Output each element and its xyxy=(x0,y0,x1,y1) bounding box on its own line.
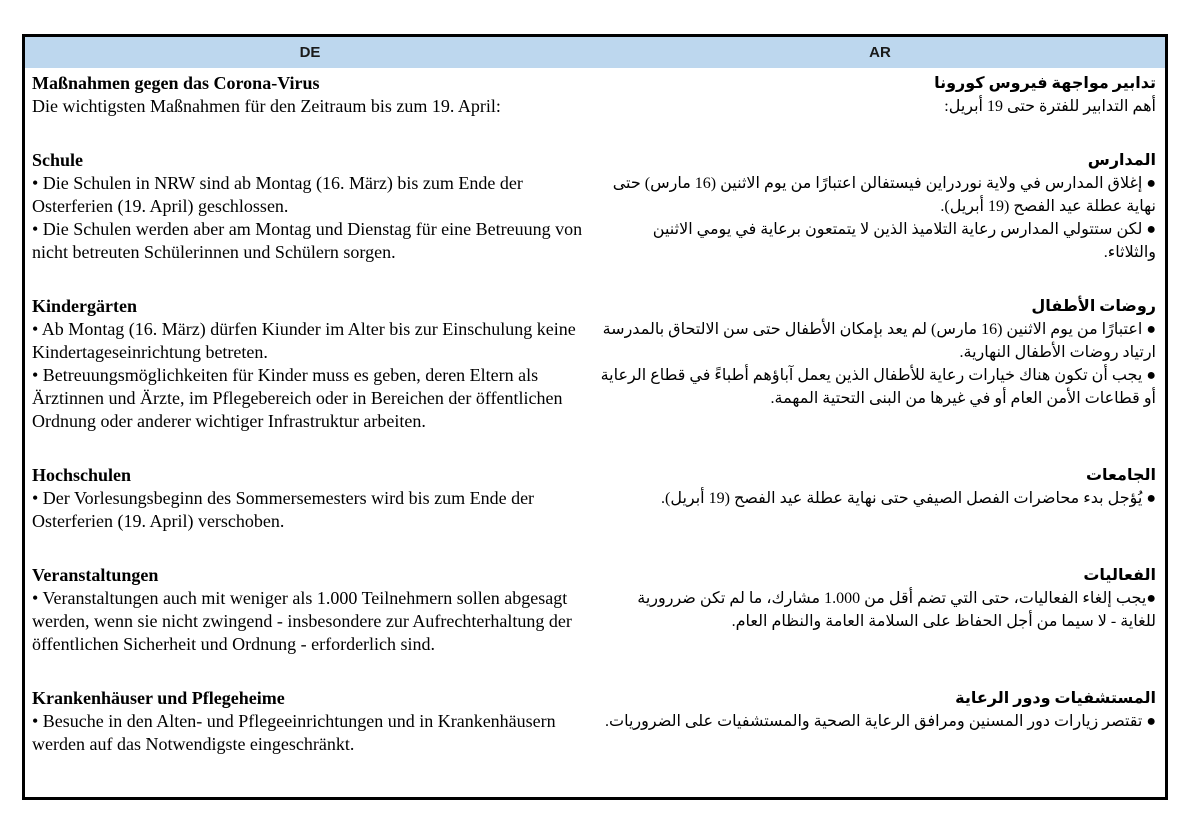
intro-de-cell xyxy=(25,72,595,118)
schools-ar-bullet: ● إغلاق المدارس في ولاية نوردراين فيستفالن اعتبارًا من يوم الاثنين (16 مارس) حتى نهاية عطلة عيد الفصح (19 أبريل). xyxy=(612,175,1156,215)
section-events xyxy=(25,564,1165,656)
intro-ar-title: تدابير مواجهة فيروس كورونا xyxy=(934,75,1156,92)
schools-de-bullet: • Die Schulen in NRW sind ab Montag (16. März) bis zum Ende der Osterferien (19. April) geschlossen. xyxy=(32,173,523,216)
section-universities xyxy=(25,464,1165,533)
schools-ar-title: المدارس xyxy=(1087,152,1156,169)
universities-de-bullet: • Der Vorlesungsbeginn des Sommersemesters wird bis zum Ende der Osterferien (19. April) verschoben. xyxy=(32,488,535,531)
events-ar-cell xyxy=(595,564,1165,633)
header-label-de: DE xyxy=(299,44,321,61)
section-schools xyxy=(25,149,1165,264)
bilingual-measures-table xyxy=(22,34,1168,800)
table-body xyxy=(25,68,1165,756)
schools-de-title: Schule xyxy=(32,150,84,170)
schools-de-bullet: • Die Schulen werden aber am Montag und Dienstag für eine Betreuung von nicht betreuten Schülerinnen und Schülern sorgen. xyxy=(32,219,583,262)
schools-de-cell xyxy=(25,149,595,264)
kindergartens-ar-title: روضات الأطفال xyxy=(1031,298,1156,315)
hospitals-de-cell xyxy=(25,687,595,756)
kindergartens-de-bullet: • Betreuungsmöglichkeiten für Kinder muss es geben, deren Eltern als Ärztinnen und Ärzte, im Pflegebereich oder in Bereichen der öffentlichen Ordnung oder anderer wichtiger Infrastruktur arbeiten. xyxy=(32,365,563,431)
hospitals-de-title: Krankenhäuser und Pflegeheime xyxy=(32,688,285,708)
events-de-title: Veranstaltungen xyxy=(32,565,159,585)
kindergartens-de-title: Kindergärten xyxy=(32,296,137,316)
events-de-cell xyxy=(25,564,595,656)
kindergartens-ar-cell xyxy=(595,295,1165,410)
hospitals-de-bullet: • Besuche in den Alten- und Pflegeeinrichtungen und in Krankenhäusern werden auf das Notwendigste eingeschränkt. xyxy=(32,711,556,754)
intro-de-title: Maßnahmen gegen das Corona-Virus xyxy=(32,73,320,93)
events-de-bullet: • Veranstaltungen auch mit weniger als 1.000 Teilnehmern sollen abgesagt werden, wenn sie nicht zwingend - insbesondere zur Aufrechterhaltung der öffentlichen Sicherheit und Ordnung - erforderlich sind. xyxy=(32,588,572,654)
kindergartens-de-cell xyxy=(25,295,595,433)
section-kindergartens xyxy=(25,295,1165,433)
hospitals-ar-title: المستشفيات ودور الرعاية xyxy=(955,690,1156,707)
table-header-row xyxy=(25,37,1165,68)
intro-ar-cell xyxy=(595,72,1165,118)
universities-ar-bullet: ● يُؤجل بدء محاضرات الفصل الصيفي حتى نهاية عطلة عيد الفصح (19 أبريل). xyxy=(661,490,1156,507)
header-cell-de xyxy=(25,37,595,68)
intro-ar-line: أهم التدابير للفترة حتى 19 أبريل: xyxy=(944,98,1156,115)
kindergartens-ar-bullet: ● يجب أن تكون هناك خيارات رعاية للأطفال الذين يعمل آباؤهم أطباءً في قطاع الرعاية أو قطاعات الأمن العام أو في غيرها من البنى التحتية المهمة. xyxy=(600,367,1156,407)
universities-ar-title: الجامعات xyxy=(1085,467,1156,484)
kindergartens-ar-bullet: ● اعتبارًا من يوم الاثنين (16 مارس) لم يعد بإمكان الأطفال حتى سن الالتحاق بالمدرسة ارتياد روضات الأطفال النهارية. xyxy=(602,321,1156,361)
header-label-ar: AR xyxy=(869,44,891,61)
kindergartens-de-bullet: • Ab Montag (16. März) dürfen Kiunder im Alter bis zur Einschulung keine Kindertageseinrichtung betreten. xyxy=(32,319,576,362)
schools-ar-cell xyxy=(595,149,1165,264)
universities-de-title: Hochschulen xyxy=(32,465,132,485)
header-cell-ar xyxy=(595,37,1165,68)
events-ar-title: الفعاليات xyxy=(1083,567,1156,584)
section-hospitals xyxy=(25,687,1165,756)
hospitals-ar-cell xyxy=(595,687,1165,733)
intro-de-line: Die wichtigsten Maßnahmen für den Zeitraum bis zum 19. April: xyxy=(32,96,501,116)
universities-ar-cell xyxy=(595,464,1165,510)
schools-ar-bullet: ● لكن ستتولي المدارس رعاية التلاميذ الذين لا يتمتعون برعاية في يومي الاثنين والثلاثاء. xyxy=(652,221,1156,261)
hospitals-ar-bullet: ● تقتصر زيارات دور المسنين ومرافق الرعاية الصحية والمستشفيات على الضروريات. xyxy=(605,713,1156,730)
events-ar-bullet: ●يجب إلغاء الفعاليات، حتى التي تضم أقل من 1.000 مشارك، ما لم تكن ضررورية للغاية - لا سيما من أجل الحفاظ على السلامة العامة والنظام العام. xyxy=(637,590,1156,630)
section-intro xyxy=(25,72,1165,118)
universities-de-cell xyxy=(25,464,595,533)
